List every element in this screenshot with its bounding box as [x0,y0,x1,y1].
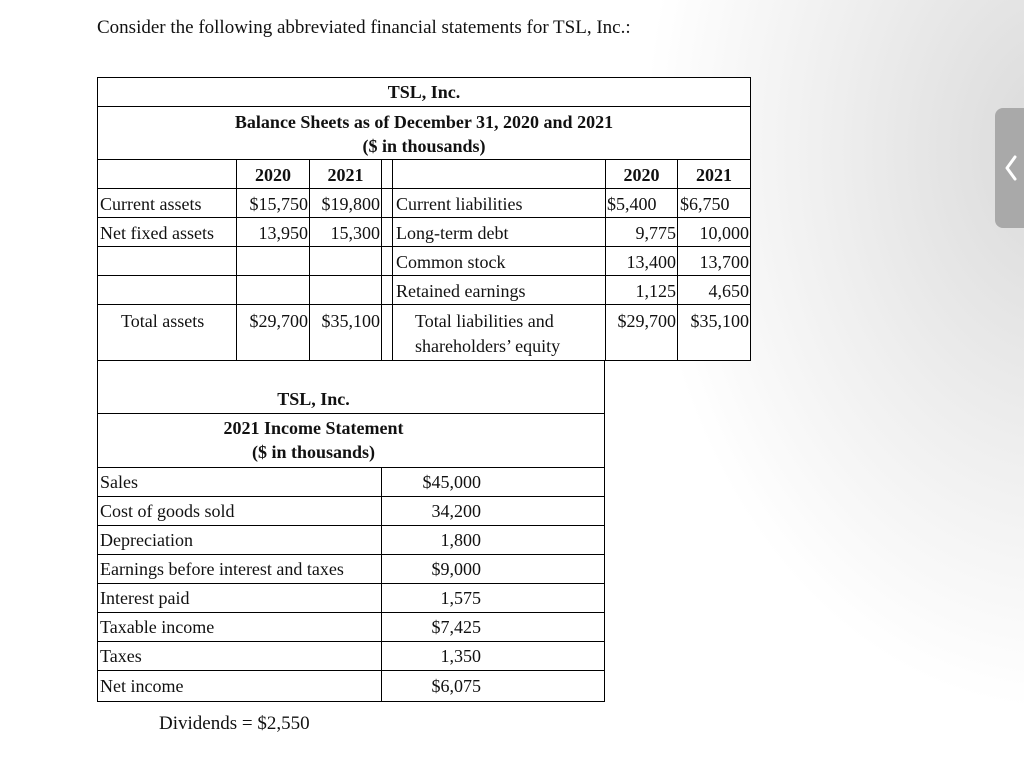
liability-value: 1,125 [635,281,676,301]
liab-year-2021: 2021 [696,165,732,185]
income-label: Earnings before interest and taxes [100,559,344,579]
liability-label: Common stock [396,252,506,272]
asset-year-2021: 2021 [327,165,364,185]
income-label: Net income [100,676,184,696]
liability-value: 4,650 [708,281,749,301]
liability-label: Current liabilities [396,194,523,214]
income-value: 1,350 [440,646,481,666]
income-value: $9,000 [431,559,481,579]
liability-label: Long-term debt [396,223,509,243]
liability-value: 9,775 [635,223,676,243]
income-label: Sales [100,472,138,492]
liab-year-2020: 2020 [623,165,660,185]
cell [236,275,310,305]
income-value: 1,575 [440,588,481,608]
liability-value: $6,750 [680,194,730,214]
income-value: $6,075 [431,676,481,696]
balance-company-title: TSL, Inc. [387,82,461,102]
asset-label: Net fixed assets [100,223,214,243]
total-liabilities-2021: $35,100 [690,311,749,331]
asset-label: Current assets [100,194,202,214]
income-label: Cost of goods sold [100,501,235,521]
cell [309,246,382,276]
total-assets-2020: $29,700 [249,311,308,331]
cell [97,246,237,276]
side-panel-tab[interactable] [995,108,1024,228]
income-value: 1,800 [440,530,481,550]
income-label: Taxable income [100,617,215,637]
income-statement-title: 2021 Income Statement [223,418,404,438]
asset-value: 13,950 [258,223,308,243]
asset-value: $15,750 [249,194,308,214]
dividends-note: Dividends = $2,550 [159,713,310,734]
income-label: Taxes [100,646,142,666]
income-value: $7,425 [431,617,481,637]
liability-value: $5,400 [607,194,657,214]
question-text: Consider the following abbreviated financial statements for TSL, Inc.: [97,17,631,38]
total-assets-2021: $35,100 [321,311,380,331]
income-company-title: TSL, Inc. [277,389,350,409]
liability-value: 10,000 [699,223,749,243]
cell [309,275,382,305]
asset-value: $19,800 [321,194,380,214]
cell [236,246,310,276]
asset-year-2020: 2020 [255,165,291,185]
liability-label: Retained earnings [396,281,526,301]
cell [97,467,382,497]
asset-value: 15,300 [330,223,380,243]
income-units: ($ in thousands) [251,442,376,462]
total-liabilities-label-2: shareholders’ equity [415,336,561,356]
chevron-left-icon [1004,155,1018,181]
balance-sheet-title: Balance Sheets as of December 31, 2020 and 2021 [234,112,614,132]
balance-units: ($ in thousands) [362,136,486,156]
cell [392,159,606,189]
cell [97,159,237,189]
income-value: $45,000 [422,472,481,492]
income-label: Interest paid [100,588,190,608]
total-liabilities-label-1: Total liabilities and [415,311,554,331]
liability-value: 13,700 [699,252,749,272]
income-label: Depreciation [100,530,193,550]
total-liabilities-2020: $29,700 [617,311,676,331]
total-assets-label: Total assets [121,311,205,331]
financial-statements [97,77,751,702]
income-value: 34,200 [431,501,481,521]
cell [97,275,237,305]
liability-value: 13,400 [626,252,676,272]
